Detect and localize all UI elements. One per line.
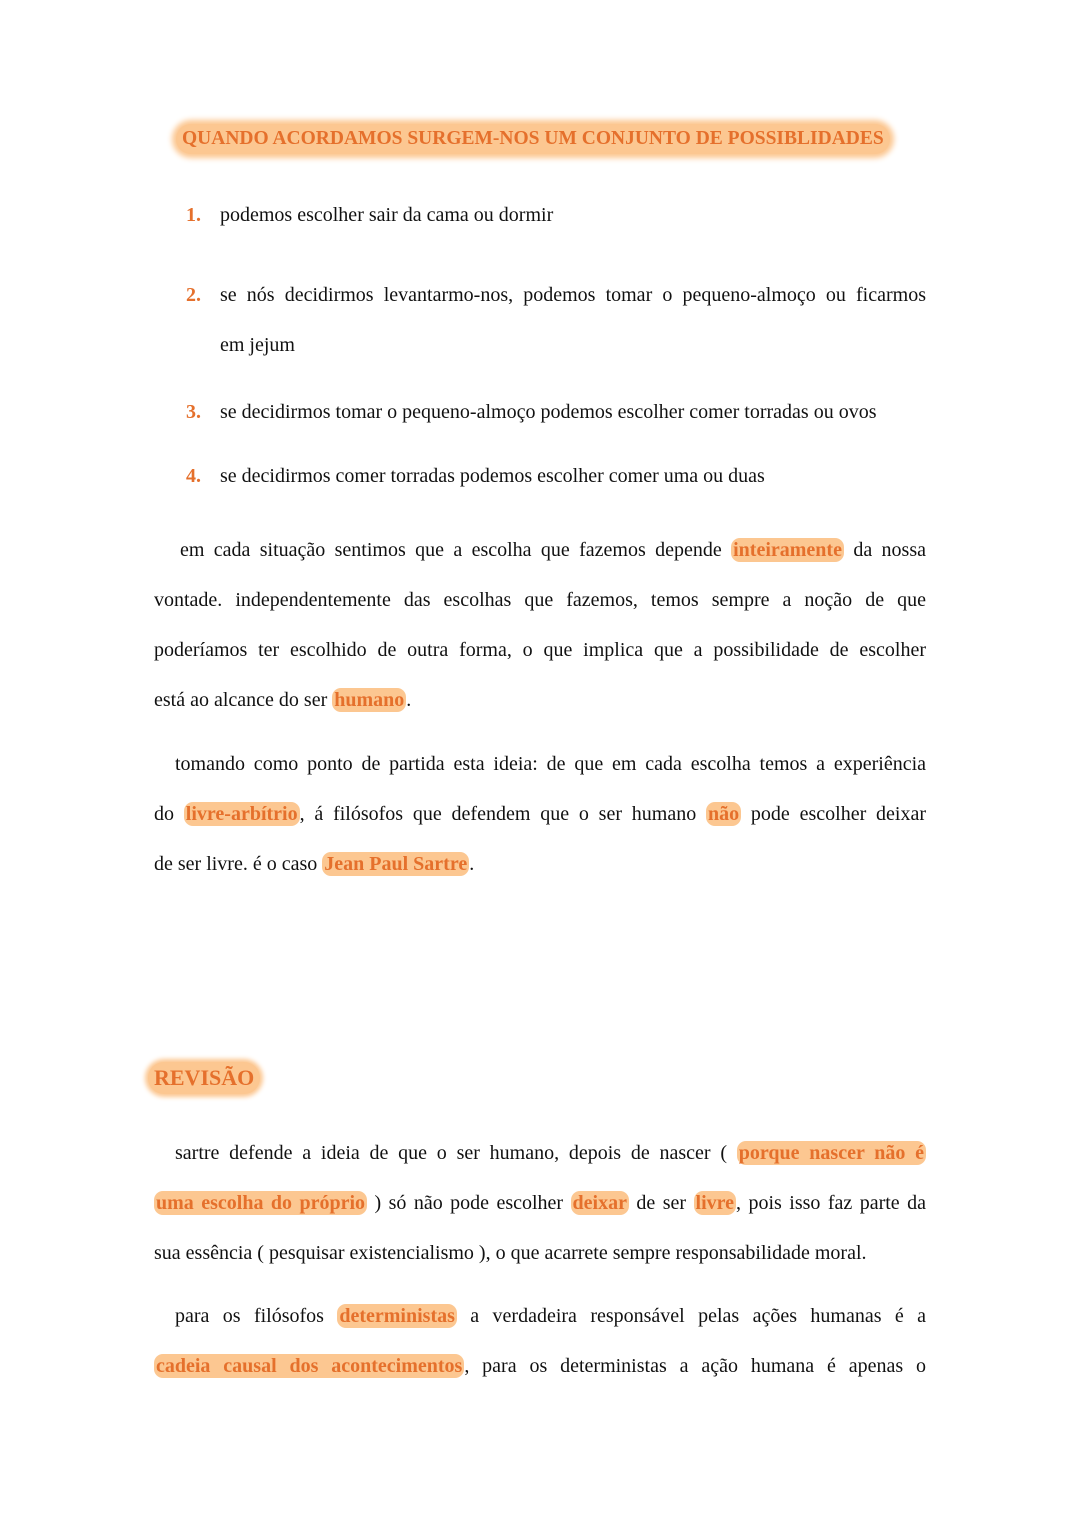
list-number: 1. (186, 204, 201, 226)
paragraph-line (154, 686, 411, 714)
list-number: 2. (186, 284, 201, 306)
paragraph-line (175, 1139, 926, 1167)
paragraph-line (154, 1189, 926, 1217)
text-segment: . (406, 689, 412, 711)
highlighted-term: porque nascer não é (738, 1142, 925, 1164)
list-item-text: podemos escolher sair da cama ou dormir (220, 204, 554, 226)
text-segment: de ser livre. é o caso (154, 853, 323, 875)
text-segment: em cada situação sentimos que a escolha que fazemos depende (180, 539, 732, 561)
list-number: 3. (186, 401, 201, 423)
revision-heading: REVISÃO (148, 1062, 260, 1094)
paragraph-line (180, 536, 926, 564)
text-segment: do (154, 803, 184, 825)
text-segment: tomando como ponto de partida esta ideia: de que em cada escolha temos a experiência (175, 753, 926, 775)
text-segment: de ser (628, 1192, 694, 1214)
list-number: 4. (186, 465, 201, 487)
highlighted-term: humano (334, 689, 405, 711)
text-segment: , para os deterministas a ação humana é apenas o (464, 1355, 926, 1377)
highlighted-term: inteiramente (733, 539, 842, 561)
text-segment: para os filósofos (175, 1305, 338, 1327)
text-segment: sartre defende a ideia de que o ser humano, depois de nascer ( (175, 1142, 737, 1164)
text-segment: , pois isso faz parte da (736, 1192, 927, 1214)
highlighted-term: livre (695, 1192, 735, 1214)
list-item-text: se nós decidirmos levantarmo-nos, podemos tomar o pequeno-almoço ou ficarmos (220, 284, 926, 306)
paragraph-line (154, 636, 926, 664)
text-segment: da nossa (843, 539, 926, 561)
list-item-text: se decidirmos comer torradas podemos escolher comer uma ou duas (220, 465, 765, 487)
highlighted-term: uma escolha do próprio (156, 1192, 366, 1214)
text-segment: a verdadeira responsável pelas ações humanas é a (456, 1305, 927, 1327)
paragraph-line (175, 1302, 926, 1330)
highlighted-term: cadeia causal dos acontecimentos (156, 1355, 463, 1377)
list-item-text: se decidirmos tomar o pequeno-almoço podemos escolher comer torradas ou ovos (220, 401, 877, 423)
text-segment: poderíamos ter escolhido de outra forma, o que implica que a possibilidade de escolher (154, 639, 926, 661)
section-title: QUANDO ACORDAMOS SURGEM-NOS UM CONJUNTO DE POSSIBLIDADES (176, 124, 890, 154)
paragraph-line (154, 586, 926, 614)
text-segment: sua essência ( pesquisar existencialismo ), o que acarrete sempre responsabilidade moral. (154, 1242, 867, 1264)
paragraph-line (175, 750, 926, 778)
paragraph-line (154, 850, 474, 878)
highlighted-term: deixar (572, 1192, 627, 1214)
highlighted-term: livre-arbítrio (185, 803, 298, 825)
text-segment: vontade. independentemente das escolhas que fazemos, temos sempre a noção de que (154, 589, 926, 611)
highlighted-term: Jean Paul Sartre (324, 853, 468, 875)
text-segment: pode escolher deixar (741, 803, 927, 825)
paragraph-line (154, 1239, 867, 1267)
text-segment: está ao alcance do ser (154, 689, 333, 711)
highlighted-term: não (708, 803, 740, 825)
list-item-text: em jejum (220, 334, 295, 356)
paragraph-line (154, 1352, 926, 1380)
text-segment: ) só não pode escolher (367, 1192, 571, 1214)
highlighted-term: deterministas (339, 1305, 455, 1327)
text-segment: . (469, 853, 475, 875)
paragraph-line (154, 800, 926, 828)
text-segment: , á filósofos que defendem que o ser humano (299, 803, 707, 825)
